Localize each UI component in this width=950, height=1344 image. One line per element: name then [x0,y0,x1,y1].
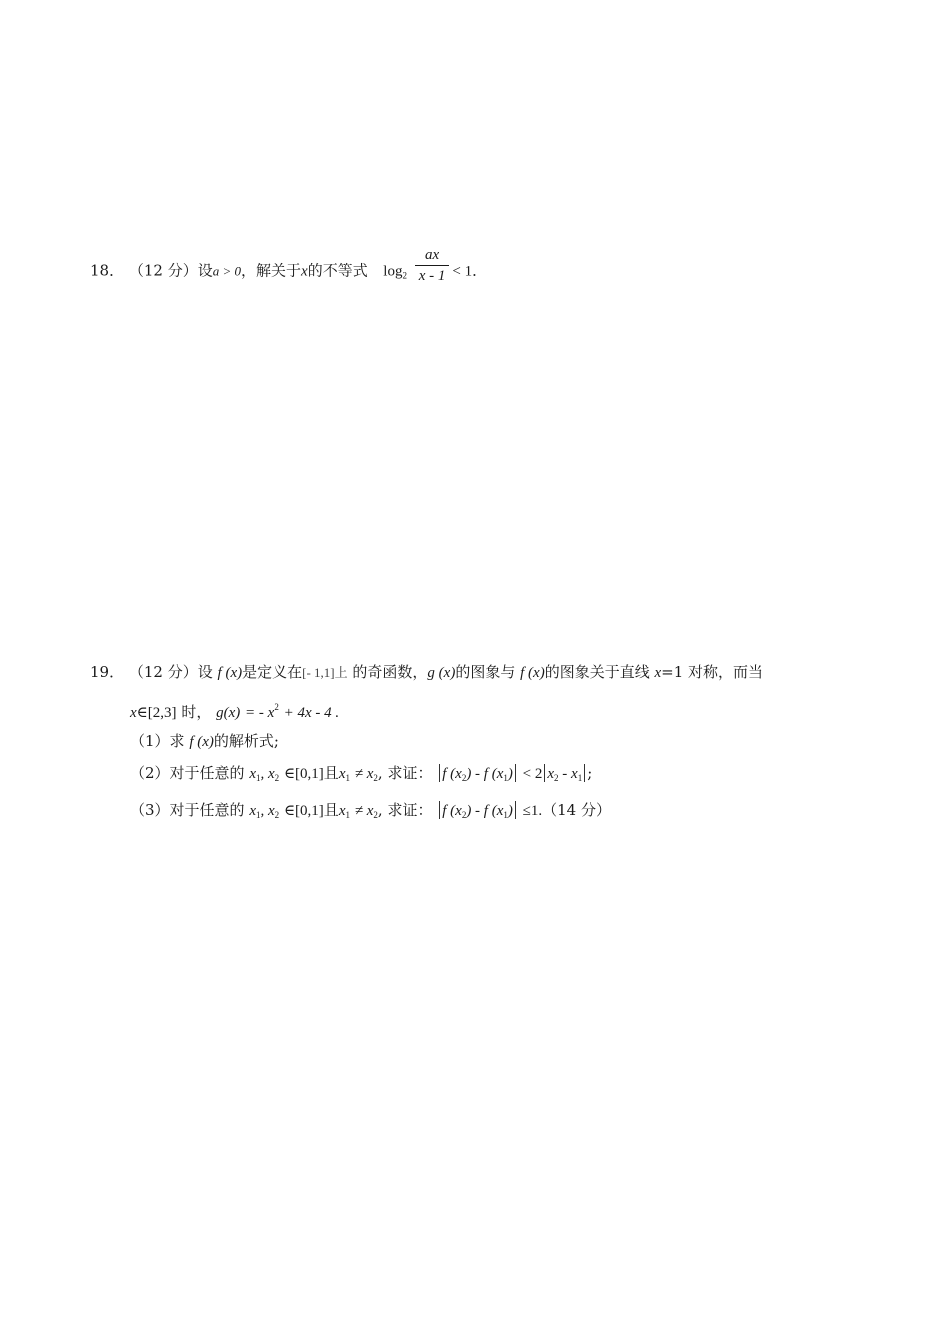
expression: ) [507,803,513,819]
variable: , x [260,766,275,782]
subscript: 2 [461,810,467,820]
interval: [2,3] [147,705,177,721]
question-text: 的图象与 [455,663,516,681]
question-text: 的不等式 [307,261,368,280]
question-text: 设 [197,261,213,280]
expression: f (x [442,803,462,819]
expression: ) [507,766,513,782]
inequality-rhs: < 1． [452,263,488,280]
abs-bar [544,764,545,782]
variable: x [338,766,346,782]
question-text: 的奇函数， [352,663,428,681]
question-text: 设 [197,663,213,681]
variable: x [130,705,137,721]
part-label: （1）求 [130,732,185,750]
subscript: 1 [503,773,508,783]
subscript: 1 [256,810,261,820]
question-19-part-1 [130,731,279,752]
part-label: （3）对于任意的 [130,801,245,819]
question-text: , 求证： [377,801,433,819]
expression: ) - f (x [466,803,504,819]
question-score: （12 分） [128,663,198,681]
expression: = - x [245,705,275,721]
question-text: 是定义在 [242,663,303,681]
log-base: 2 [402,270,407,281]
range: ∈[0,1]且 [283,803,339,819]
variable: x [249,766,256,782]
question-text: 的解析式; [213,732,279,750]
subscript: 2 [373,810,378,820]
interval: [- 1,1]上 [302,665,348,680]
fraction-denominator: x - 1 [418,268,446,284]
log-symbol: log [383,263,403,280]
abs-bar [439,764,440,782]
subscript: 1 [503,810,508,820]
question-19-line-2 [130,697,339,723]
question-19-part-3 [130,800,611,825]
expression: ) - f (x [466,766,504,782]
element-of: ∈ [136,705,148,721]
abs-bar [515,801,516,819]
exponent: 2 [274,702,279,712]
fraction-numerator: ax [415,245,450,266]
question-19-line-1 [90,662,763,683]
expression: - x [558,766,578,782]
question-text: ，解关于 [241,261,302,280]
function-f: f (x) [520,665,545,681]
question-number: 18． [90,261,125,280]
subscript: 1 [345,810,350,820]
expression: f (x [442,766,462,782]
function-g: g(x) [216,705,241,721]
subscript: 2 [461,773,467,783]
function-f: f (x) [189,734,214,750]
variable: x [338,803,346,819]
question-text: =1 对称，而当 [661,663,764,681]
question-text: 的图象关于直线 [544,663,650,681]
subscript: 1 [577,773,583,783]
abs-bar [515,764,516,782]
subscript: 1 [345,773,350,783]
variable: , x [260,803,275,819]
expression: < 2 [522,766,543,782]
range: ∈[0,1]且 [283,766,339,782]
variable: x [654,665,662,681]
variable: x [301,263,308,280]
function-f: f (x) [217,665,243,681]
part-label: （2）对于任意的 [130,764,245,782]
punctuation: ; [587,764,593,782]
subscript: 2 [274,810,280,820]
expression: ≠ x [354,766,374,782]
condition: a > 0 [212,263,242,279]
question-18 [90,247,488,286]
subscript: 2 [274,773,280,783]
variable: x [547,766,555,782]
question-score: （12 分） [128,261,198,280]
expression: ≠ x [354,803,374,819]
expression: ≤1. [522,803,543,819]
function-g: g (x) [427,665,456,681]
question-text: 时， [181,703,212,721]
subscript: 2 [373,773,378,783]
variable: x [249,803,256,819]
fraction [415,245,450,286]
question-score: （14 分） [542,801,611,819]
abs-bar [439,801,440,819]
subscript: 1 [256,773,261,783]
question-19-part-2 [130,763,592,788]
subscript: 2 [554,773,559,783]
expression: + 4x - 4 . [283,705,340,721]
question-text: , 求证： [377,764,433,782]
question-number: 19． [90,663,125,681]
abs-bar [584,764,585,782]
